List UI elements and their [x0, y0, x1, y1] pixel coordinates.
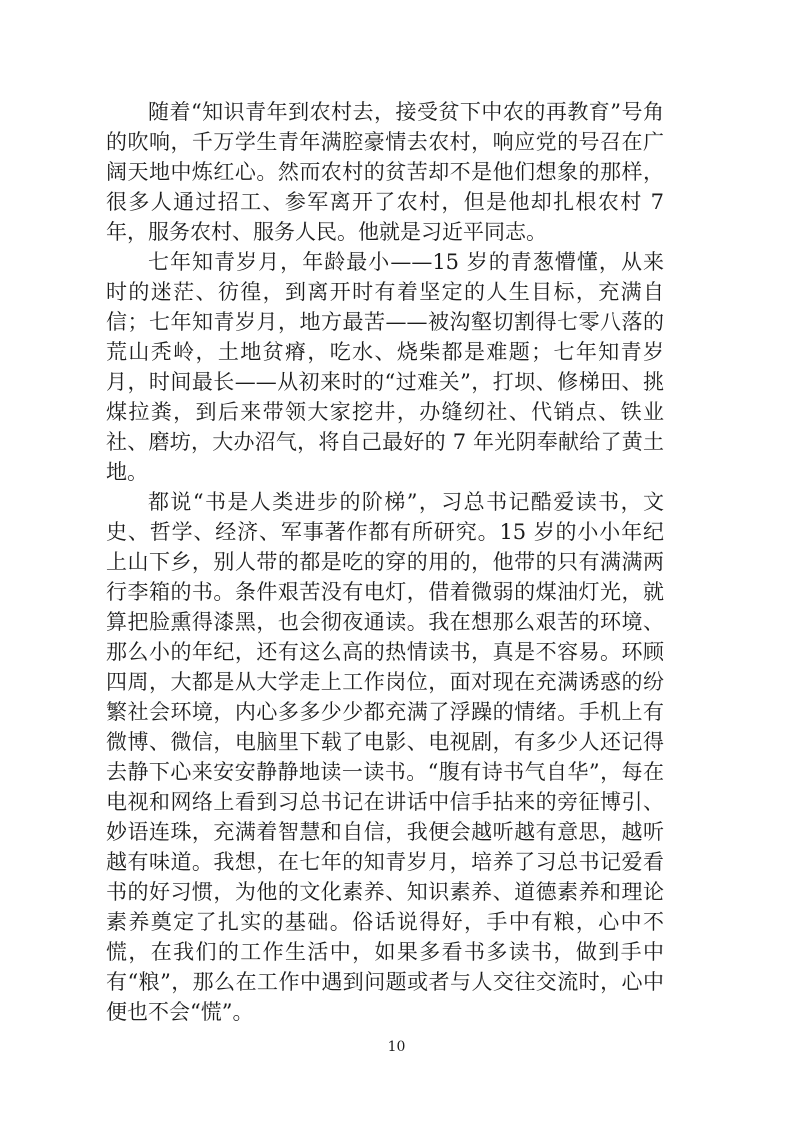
paragraph-seven-years: 七年知青岁月，年龄最小——15 岁的青葱懵懂，从来时的迷茫、彷徨，到离开时有着坚定的人生目标，充满自信；七年知青岁月，地方最苦——被沟壑切割得七零八落的荒山秃岭，土地贫瘠，吃水、烧柴都是难题；七年知青岁月，时间最长——从初来时的“过难关”，打坝、修梯田、挑煤拉粪，到后来带领大家挖井，办缝纫社、代销点、铁业社、磨坊，大办沼气，将自己最好的 7 年光阴奉献给了黄土地。 [106, 250, 664, 484]
page-number: 10 [387, 1039, 406, 1055]
paragraph-reading: 都说“书是人类进步的阶梯”，习总书记酷爱读书，文史、哲学、经济、军事著作都有所研究。15 岁的小小年纪上山下乡，别人带的都是吃的穿的用的，他带的只有满满两行李箱的书。条件艰苦没有电灯，借着微弱的煤油灯光，就算把脸熏得漆黑，也会彻夜通读。我在想那么艰苦的环境、那么小的年纪，还有这么高的热情读书，真是不容易。环顾四周，大都是从大学走上工作岗位，面对现在充满诱惑的纷繁社会环境，内心多多少少都充满了浮躁的情绪。手机上有微博、微信，电脑里下载了电影、电视剧，有多少人还记得去静下心来安安静静地读一读书。“腹有诗书气自华”，每在电视和网络上看到习总书记在讲话中信手拈来的旁征博引、妙语连珠，充满着智慧和自信，我便会越听越有意思，越听越有味道。我想，在七年的知青岁月，培养了习总书记爱看书的好习惯，为他的文化素养、知识素养、道德素养和理论素养奠定了扎实的基础。俗话说得好，手中有粮，心中不慌，在我们的工作生活中，如果多看书多读书，做到手中有“粮”，那么在工作中遇到问题或者与人交往交流时，心中便也不会“慌”。 [106, 490, 664, 1024]
document-body [106, 97, 664, 1027]
paragraph-intro: 随着“知识青年到农村去，接受贫下中农的再教育”号角的吹响，千万学生青年满腔豪情去农村，响应党的号召在广阔天地中炼红心。然而农村的贫苦却不是他们想象的那样，很多人通过招工、参军离开了农村，但是他却扎根农村 7 年，服务农村、服务人民。他就是习近平同志。 [106, 100, 664, 244]
page-footer [0, 1036, 793, 1055]
